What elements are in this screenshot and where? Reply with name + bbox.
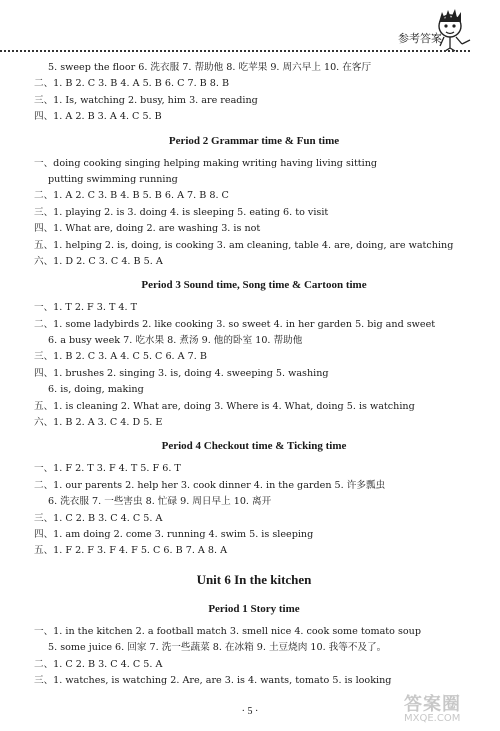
watermark-text: 答案圈 [404,694,461,715]
answer-line: 一、1. in the kitchen 2. a football match 3. smell nice 4. cook some tomato soup [34,625,421,637]
answer-line: 三、1. C 2. B 3. C 4. C 5. A [34,512,163,524]
answer-line: 三、1. B 2. C 3. A 4. C 5. C 6. A 7. B [34,351,207,363]
watermark-url: MXQE.COM [404,713,461,724]
answer-line: 五、1. is cleaning 2. What are, doing 3. Where is 4. What, doing 5. is watching [34,400,415,412]
answer-line: 5. sweep the floor 6. 洗衣服 7. 帮助他 8. 吃苹果 9. 周六早上 10. 在客厅 [48,62,372,73]
answer-line: 六、1. D 2. C 3. C 4. B 5. A [34,255,163,267]
answer-line: 三、1. Is, watching 2. busy, him 3. are reading [34,94,258,106]
answer-line: putting swimming running [48,173,178,185]
page-number: · 5 · [241,706,259,717]
section-heading: Period 2 Grammar time & Fun time [168,134,340,147]
section-heading: Period 4 Checkout time & Ticking time [161,440,347,453]
watermark-logo [404,690,494,728]
answer-line: 五、1. F 2. F 3. F 4. F 5. C 6. B 7. A 8. A [34,545,228,557]
answer-line: 四、1. am doing 2. come 3. running 4. swim 5. is sleeping [34,528,314,540]
answer-line: 一、1. T 2. F 3. T 4. T [34,302,138,314]
answer-line: 一、1. F 2. T 3. F 4. T 5. F 6. T [34,463,181,475]
answer-line: 三、1. watches, is watching 2. Are, are 3. is 4. wants, tomato 5. is looking [34,674,392,686]
answer-line: 6. a busy week 7. 吃水果 8. 煮汤 9. 他的卧室 10. 帮助他 [48,335,303,347]
unit-heading: Unit 6 In the kitchen [196,571,312,587]
answer-line: 6. 洗衣服 7. 一些害虫 8. 忙碌 9. 周日早上 10. 离开 [48,496,272,508]
answer-line: 一、doing cooking singing helping making writing having living sitting [34,157,378,169]
answer-line: 二、1. some ladybirds 2. like cooking 3. so sweet 4. in her garden 5. big and sweet [34,318,436,330]
answer-line: 6. is, doing, making [48,384,144,396]
answer-line: 四、1. A 2. B 3. A 4. C 5. B [34,111,162,123]
answer-line: 四、1. What are, doing 2. are washing 3. is not [34,223,261,235]
header-divider [0,50,470,52]
answer-line: 二、1. C 2. B 3. C 4. C 5. A [34,658,163,670]
answer-line: 二、1. B 2. C 3. B 4. A 5. B 6. C 7. B 8. B [34,78,230,90]
answer-line: 五、1. helping 2. is, doing, is cooking 3. am cleaning, table 4. are, doing, are watching [34,239,454,251]
header-title: 参考答案 [398,32,442,45]
section-heading: Period 1 Story time [208,602,300,615]
page-header [0,0,500,64]
answer-line: 5. some juice 6. 回家 7. 洗一些蔬菜 8. 在冰箱 9. 土豆烧肉 10. 我等不及了。 [48,642,387,654]
answer-line: 六、1. B 2. A 3. C 4. D 5. E [34,417,163,429]
answer-line: 三、1. playing 2. is 3. doing 4. is sleeping 5. eating 6. to visit [34,206,329,218]
section-heading: Period 3 Sound time, Song time & Cartoon time [141,279,367,292]
answer-content [34,60,474,689]
answer-line: 二、1. A 2. C 3. B 4. B 5. B 6. A 7. B 8. C [34,190,229,202]
answer-line: 四、1. brushes 2. singing 3. is, doing 4. sweeping 5. washing [34,367,329,379]
answer-line: 二、1. our parents 2. help her 3. cook dinner 4. in the garden 5. 许多瓢虫 [34,479,386,491]
